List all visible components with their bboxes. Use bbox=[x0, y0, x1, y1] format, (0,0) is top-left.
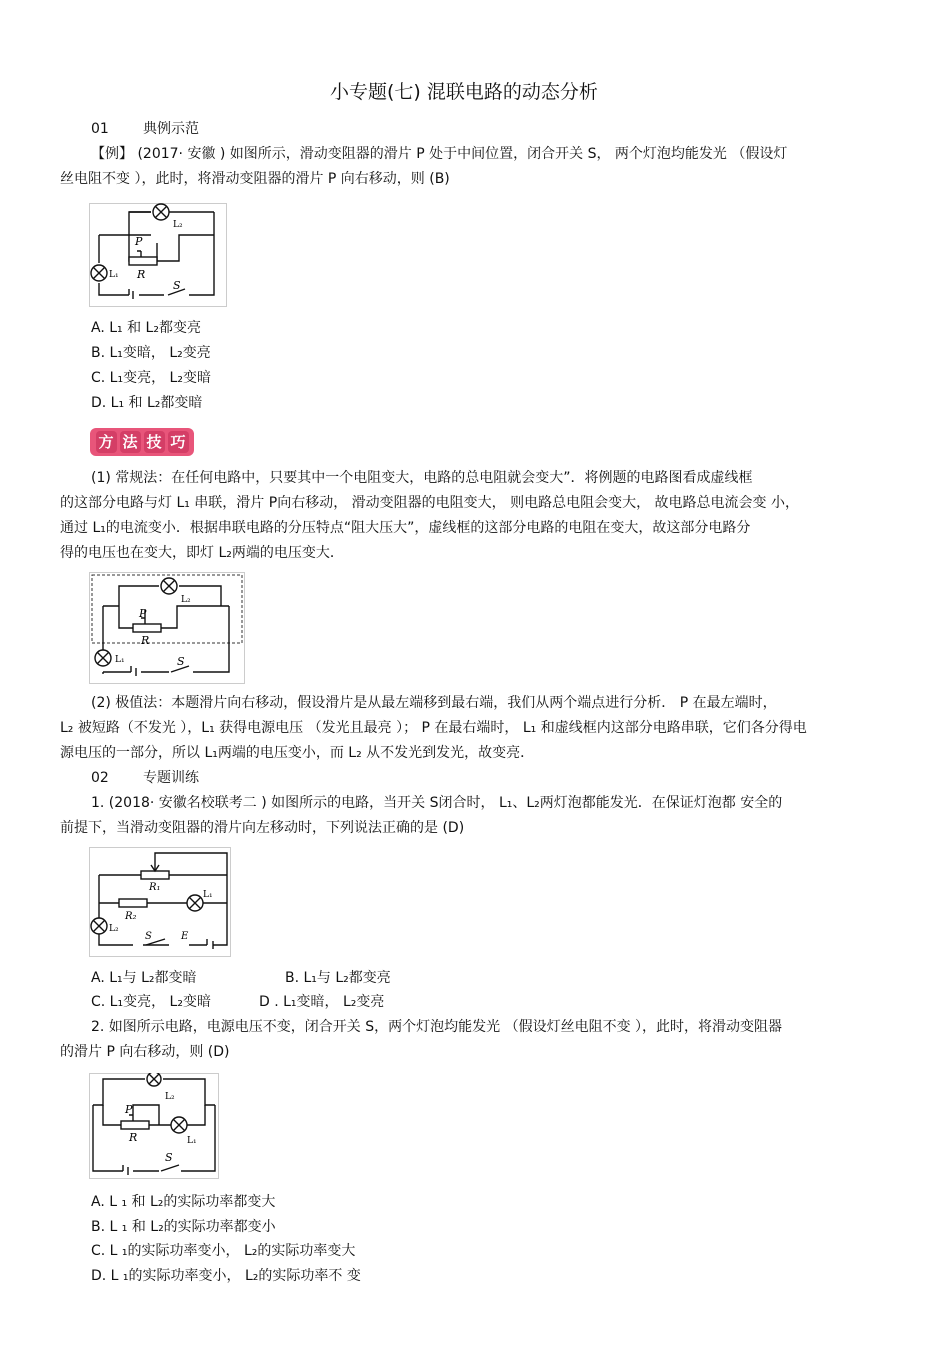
label-S: S bbox=[177, 655, 185, 668]
badge-char: 法 bbox=[120, 431, 141, 453]
label-L1: L₁ bbox=[203, 890, 213, 900]
option-A: A. L ₁ 和 L₂的实际功率都变大 bbox=[91, 1194, 276, 1210]
label-L2: L₂ bbox=[165, 1092, 175, 1102]
section-number: 02 bbox=[91, 770, 109, 786]
method-tips-badge bbox=[90, 428, 194, 456]
method2-line: 源电压的一部分，所以 L₁两端的电压变小，而 L₂ 从不发光到发光，故变亮． bbox=[60, 745, 535, 761]
circuit-figure-q1 bbox=[89, 847, 231, 957]
option-C: C. L₁变亮， L₂变暗 bbox=[91, 994, 211, 1010]
label-L1: L₁ bbox=[109, 270, 119, 280]
question1-line: 1. (2018· 安徽名校联考二 ) 如图所示的电路，当开关 S闭合时， L₁、L₂两灯泡都能发光．在保证灯泡都 安全的 bbox=[91, 795, 783, 811]
label-R1: R₁ bbox=[149, 882, 161, 893]
method1-line: (1) 常规法：在任何电路中，只要其中一个电阻变大，电路的总电阻就会变大”．将例题的电路图看成虚线框 bbox=[91, 470, 753, 486]
lamp-L1 bbox=[171, 1117, 187, 1133]
label-P: P bbox=[139, 607, 147, 620]
option-A: A. L₁ 和 L₂都变亮 bbox=[91, 320, 201, 336]
example-text-line: 丝电阻不变 ），此时，将滑动变阻器的滑片 P 向右移动，则 (B) bbox=[60, 171, 450, 187]
lamp-L2 bbox=[161, 578, 177, 594]
badge-char: 方 bbox=[96, 431, 117, 453]
label-R: R bbox=[129, 1131, 138, 1144]
circuit-figure-dashed bbox=[89, 572, 245, 684]
option-C: C. L ₁的实际功率变小， L₂的实际功率变大 bbox=[91, 1243, 356, 1259]
label-L1: L₁ bbox=[187, 1136, 197, 1146]
label-L2: L₂ bbox=[109, 924, 119, 934]
option-B: B. L₁与 L₂都变亮 bbox=[285, 970, 391, 986]
lamp-L1 bbox=[91, 265, 107, 281]
circuit-figure-q2 bbox=[89, 1073, 219, 1179]
label-L1: L₁ bbox=[115, 655, 125, 665]
question2-line: 的滑片 P 向右移动，则 (D) bbox=[60, 1044, 230, 1060]
option-B: B. L ₁ 和 L₂的实际功率都变小 bbox=[91, 1219, 276, 1235]
lamp-L1 bbox=[95, 650, 111, 666]
label-P: P bbox=[135, 235, 143, 248]
label-S: S bbox=[173, 279, 181, 292]
lamp-L2 bbox=[147, 1073, 161, 1086]
method1-line: 的这部分电路与灯 L₁ 串联，滑片 P向右移动， 滑动变阻器的电阻变大， 则电路总电阻会变大， 故电路总电流会变 小， bbox=[60, 495, 800, 511]
question1-line: 前提下，当滑动变阻器的滑片向左移动时，下列说法正确的是 (D) bbox=[60, 820, 465, 836]
label-S: S bbox=[165, 1151, 173, 1164]
lamp-L1 bbox=[187, 895, 203, 911]
option-D: D. L₁ 和 L₂都变暗 bbox=[91, 395, 203, 411]
label-R2: R₂ bbox=[125, 911, 137, 922]
option-A: A. L₁与 L₂都变暗 bbox=[91, 970, 197, 986]
option-D: D . L₁变暗， L₂变亮 bbox=[259, 994, 385, 1010]
example-text-line: 【例】 (2017· 安徽 ) 如图所示，滑动变阻器的滑片 P 处于中间位置，闭合开关 S， 两个灯泡均能发光 （假设灯 bbox=[91, 146, 788, 162]
option-D: D. L ₁的实际功率变小， L₂的实际功率不 变 bbox=[91, 1268, 361, 1284]
label-E: E bbox=[181, 931, 189, 942]
option-B: B. L₁变暗， L₂变亮 bbox=[91, 345, 211, 361]
section-number: 01 bbox=[91, 121, 109, 137]
badge-char: 巧 bbox=[168, 431, 189, 453]
label-L2: L₂ bbox=[181, 595, 191, 605]
option-C: C. L₁变亮， L₂变暗 bbox=[91, 370, 211, 386]
method2-line: L₂ 被短路（不发光 ），L₁ 获得电源电压 （发光且最亮 ）； P 在最右端时， L₁ 和虚线框内这部分电路串联，它们各分得电 bbox=[60, 720, 807, 736]
badge-char: 技 bbox=[144, 431, 165, 453]
label-R: R bbox=[137, 268, 146, 281]
question2-line: 2. 如图所示电路，电源电压不变，闭合开关 S，两个灯泡均能发光 （假设灯丝电阻不变 ），此时，将滑动变阻器 bbox=[91, 1019, 783, 1035]
lamp-L2 bbox=[153, 204, 169, 220]
label-L2: L₂ bbox=[173, 220, 183, 230]
page-title: 小专题(七) 混联电路的动态分析 bbox=[330, 81, 598, 103]
label-R: R bbox=[141, 634, 150, 647]
section-heading: 专题训练 bbox=[143, 770, 199, 786]
method1-line: 得的电压也在变大，即灯 L₂两端的电压变大． bbox=[60, 545, 344, 561]
label-S: S bbox=[145, 931, 152, 942]
label-P: P bbox=[125, 1103, 133, 1116]
lamp-L2 bbox=[91, 918, 107, 934]
section-heading: 典例示范 bbox=[143, 121, 199, 137]
method1-line: 通过 L₁的电流变小．根据串联电路的分压特点“阻大压大”，虚线框的这部分电路的电阻在变大，故这部分电路分 bbox=[60, 520, 751, 536]
method2-line: (2) 极值法：本题滑片向右移动，假设滑片是从最左端移到最右端，我们从两个端点进行分析． P 在最左端时， bbox=[91, 695, 777, 711]
circuit-figure-example bbox=[89, 203, 227, 307]
